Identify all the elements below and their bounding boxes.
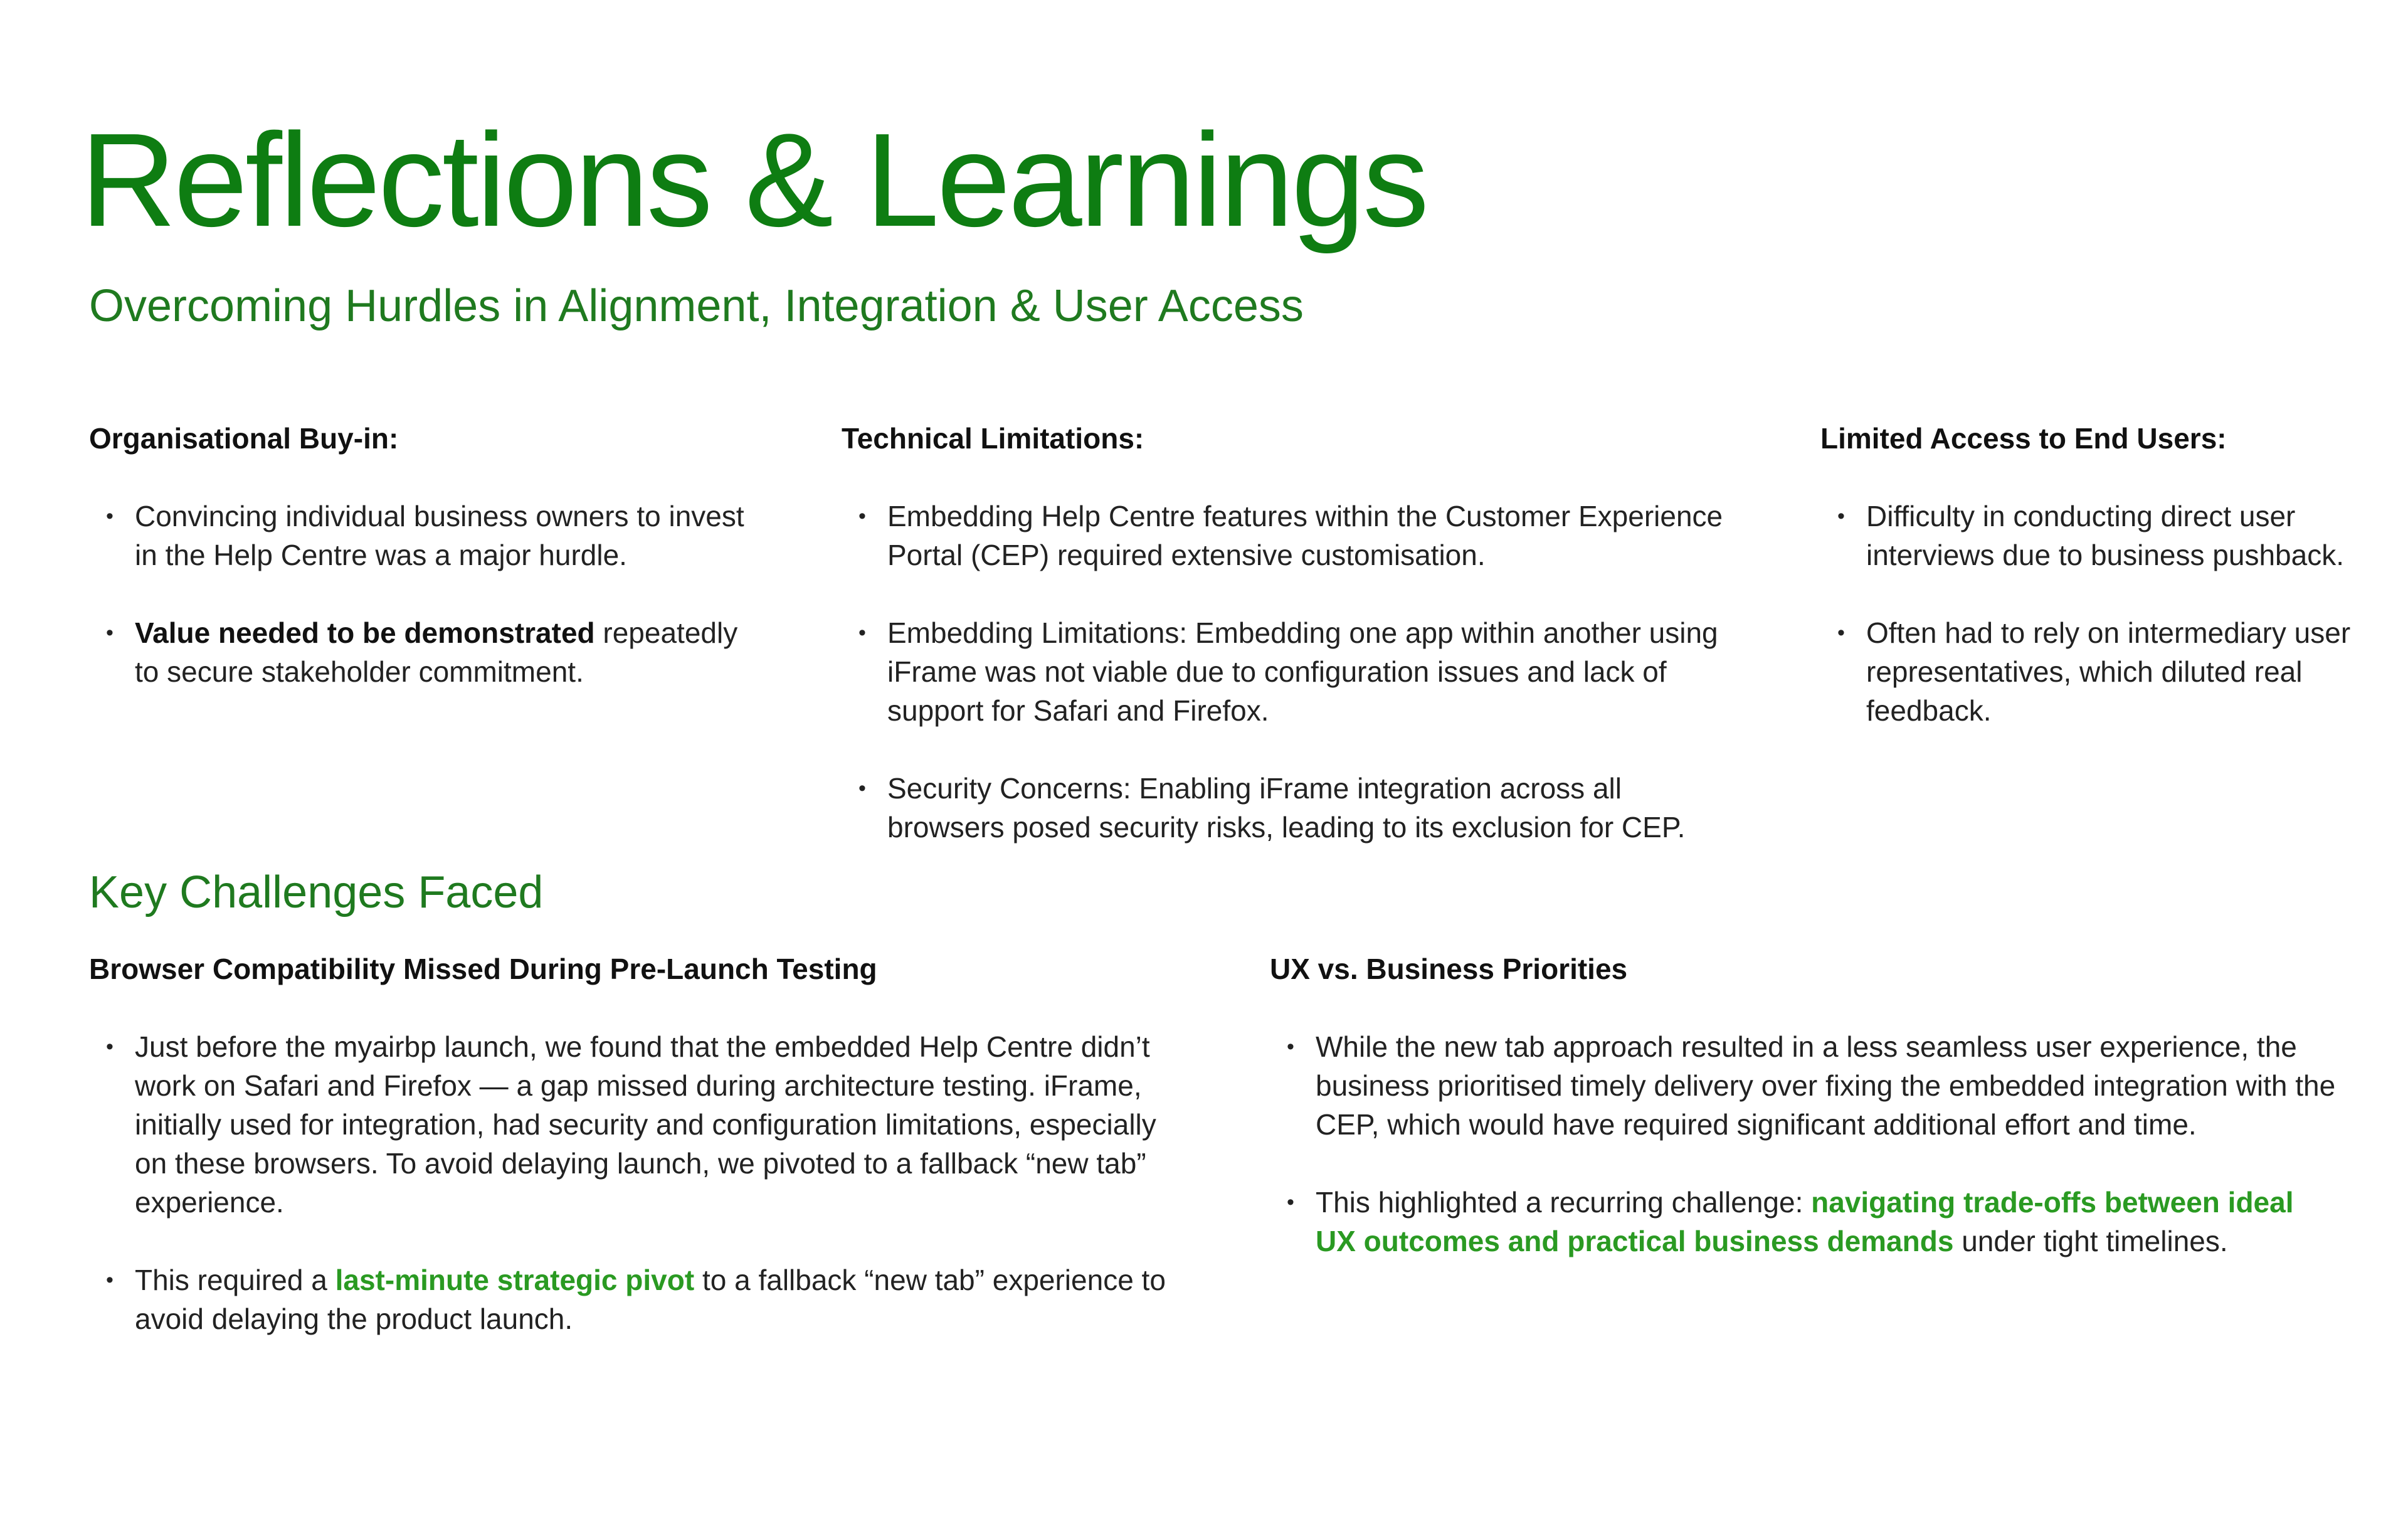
list-item-text: under tight timelines. — [1953, 1225, 2228, 1258]
bullet-icon: • — [1287, 1190, 1294, 1215]
browser-compatibility-heading: Browser Compatibility Missed During Pre-Launch Testing — [89, 953, 877, 985]
list-item-text: Embedding Limitations: Embedding one app within another using iFrame was not viable due to configuration issues and lack of support for Safari and Firefox. — [887, 616, 1718, 727]
list-item — [842, 769, 1732, 847]
bullet-icon: • — [858, 621, 866, 645]
bullet-icon: • — [106, 1268, 114, 1293]
list-item-text: Difficulty in conducting direct user interviews due to business pushback. — [1866, 500, 2344, 572]
organisational-buyin-column — [89, 419, 747, 691]
bullet-icon: • — [858, 504, 866, 529]
limited-access-list — [1820, 497, 2360, 730]
page-subtitle: Overcoming Hurdles in Alignment, Integration & User Access — [89, 281, 1304, 331]
list-item — [89, 1261, 1186, 1338]
list-item — [89, 1027, 1186, 1222]
list-item-text: Often had to rely on intermediary user representatives, which diluted real feedback. — [1866, 616, 2351, 727]
list-item — [1270, 1183, 2336, 1261]
list-item-text: While the new tab approach resulted in a less seamless user experience, the business prioritised timely delivery over fixing the embedded integration with the CEP, which would have required significant additional effort and time. — [1316, 1030, 2336, 1141]
limited-access-column — [1820, 419, 2360, 730]
browser-compatibility-list — [89, 1027, 1186, 1338]
limited-access-heading: Limited Access to End Users: — [1820, 422, 2227, 455]
list-item — [1820, 613, 2360, 730]
list-item-bold-text: Value needed to be demonstrated — [135, 616, 595, 650]
list-item-text: repeatedly to secure stakeholder commitment. — [135, 616, 738, 689]
ux-vs-business-column — [1270, 949, 2336, 1261]
bullet-icon: • — [1287, 1035, 1294, 1059]
list-item-text: This required a — [135, 1264, 335, 1297]
organisational-buyin-list — [89, 497, 747, 691]
list-item — [89, 497, 747, 574]
organisational-buyin-heading: Organisational Buy-in: — [89, 422, 399, 455]
technical-limitations-list — [842, 497, 1732, 847]
list-item-text: Just before the myairbp launch, we found that the embedded Help Centre didn’t work on Safari and Firefox — a gap missed during architecture testing. iFrame, initially used for integration, had security and configuration limitations, especially on these browsers. To avoid delaying launch, we pivoted to a fallback “new tab” experience. — [135, 1030, 1156, 1219]
page-title: Reflections & Learnings — [80, 105, 1427, 254]
browser-compatibility-column — [89, 949, 1186, 1338]
list-item-text: Security Concerns: Enabling iFrame integration across all browsers posed security risks, leading to its exclusion for CEP. — [887, 772, 1686, 844]
list-item-text: Convincing individual business owners to invest in the Help Centre was a major hurdle. — [135, 500, 744, 572]
list-item — [842, 613, 1732, 730]
technical-limitations-heading: Technical Limitations: — [842, 422, 1144, 455]
list-item-text: This highlighted a recurring challenge: — [1316, 1186, 1812, 1219]
highlighted-text: navigating trade-offs between ideal UX outcomes and practical business demands — [1316, 1186, 2294, 1258]
ux-vs-business-list — [1270, 1027, 2336, 1261]
bullet-icon: • — [1837, 621, 1845, 645]
bullet-icon: • — [1837, 504, 1845, 529]
highlighted-text: last-minute strategic pivot — [335, 1264, 695, 1297]
ux-vs-business-heading: UX vs. Business Priorities — [1270, 953, 1628, 985]
key-challenges-title: Key Challenges Faced — [89, 867, 544, 918]
list-item-text: Embedding Help Centre features within the Customer Experience Portal (CEP) required extensive customisation. — [887, 500, 1723, 572]
list-item — [1820, 497, 2360, 574]
bullet-icon: • — [106, 504, 114, 529]
list-item — [842, 497, 1732, 574]
bullet-icon: • — [106, 621, 114, 645]
list-item — [1270, 1027, 2336, 1144]
list-item — [89, 613, 747, 691]
list-item-text: to a fallback “new tab” experience to avoid delaying the product launch. — [135, 1264, 1166, 1336]
technical-limitations-column — [842, 419, 1732, 847]
bullet-icon: • — [106, 1035, 114, 1059]
bullet-icon: • — [858, 776, 866, 801]
